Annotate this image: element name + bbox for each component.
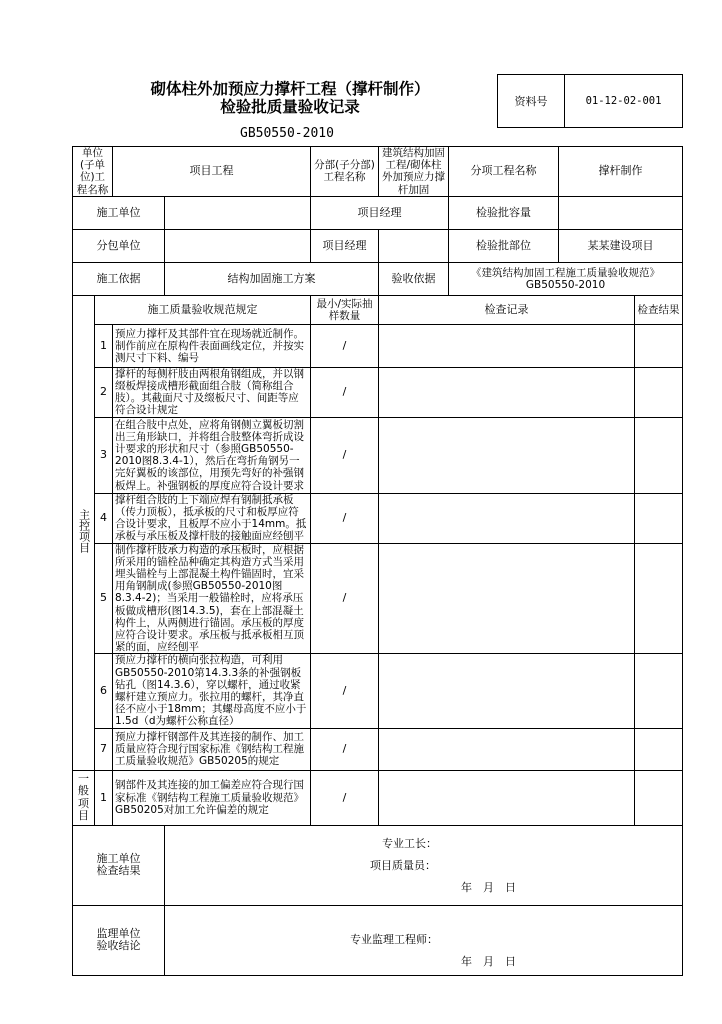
main-item-1-record[interactable] bbox=[379, 324, 635, 367]
main-control-label-text: 主控项目 bbox=[77, 509, 91, 554]
document-id-box bbox=[497, 74, 683, 128]
batch-capacity-label: 检验批容量 bbox=[449, 196, 559, 229]
batch-capacity-value[interactable] bbox=[559, 196, 683, 229]
batch-location-value[interactable]: 某某建设项目 bbox=[559, 229, 683, 262]
main-item-6-record[interactable] bbox=[379, 654, 635, 728]
construction-basis-value[interactable]: 结构加固施工方案 bbox=[165, 262, 379, 295]
main-item-2-text: 撑杆的每侧杆肢由两根角钢组成，并以钢缀板焊接成槽形截面组合肢（简称组合肢）。其截面尺寸及缀板尺寸、间距等应符合设计规定 bbox=[113, 367, 311, 417]
division-name-value[interactable]: 建筑结构加固工程/砌体柱外加预应力撑杆加固 bbox=[379, 147, 449, 197]
main-item-7-text: 预应力撑杆钢部件及其连接的制作、加工质量应符合现行国家标准《钢结构工程施工质量验收规范》GB50205的规定 bbox=[113, 728, 311, 770]
construction-basis-label: 施工依据 bbox=[73, 262, 165, 295]
document-title bbox=[100, 80, 480, 116]
main-item-4-result[interactable] bbox=[635, 493, 683, 543]
main-control-label bbox=[73, 295, 95, 770]
main-item-3-record[interactable] bbox=[379, 417, 635, 493]
main-item-7-no: 7 bbox=[95, 728, 113, 770]
main-item-2-no: 2 bbox=[95, 367, 113, 417]
main-item-6-no: 6 bbox=[95, 654, 113, 728]
general-item-1-sample[interactable]: / bbox=[311, 770, 379, 825]
construction-unit-label: 施工单位 bbox=[73, 196, 165, 229]
main-item-1-text: 预应力撑杆及其部件宜在现场就近制作。制作前应在原构件表面画线定位，并按实测尺寸下料、编号 bbox=[113, 324, 311, 367]
project-manager-2-label: 项目经理 bbox=[311, 229, 379, 262]
title-line-1: 砌体柱外加预应力撑杆工程（撑杆制作） bbox=[150, 80, 430, 98]
division-name-label: 分部(子分部)工程名称 bbox=[311, 147, 379, 197]
main-item-6-sample[interactable]: / bbox=[311, 654, 379, 728]
title-line-2: 检验批质量验收记录 bbox=[220, 98, 360, 116]
general-item-1-result[interactable] bbox=[635, 770, 683, 825]
main-item-5-result[interactable] bbox=[635, 543, 683, 654]
spec-header: 施工质量验收规范规定 bbox=[95, 295, 311, 324]
main-item-2-record[interactable] bbox=[379, 367, 635, 417]
main-item-2-result[interactable] bbox=[635, 367, 683, 417]
main-item-5-record[interactable] bbox=[379, 543, 635, 654]
quality-officer-label: 项目质量员： bbox=[370, 858, 437, 872]
general-items-label bbox=[73, 770, 95, 825]
project-manager-label: 项目经理 bbox=[311, 196, 449, 229]
main-item-1-sample[interactable]: / bbox=[311, 324, 379, 367]
acceptance-basis-value[interactable]: 《建筑结构加固工程施工质量验收规范》GB50550-2010 bbox=[449, 262, 683, 295]
supervisor-label: 专业监理工程师： bbox=[350, 932, 439, 946]
main-item-4-record[interactable] bbox=[379, 493, 635, 543]
project-manager-2-value[interactable] bbox=[379, 229, 449, 262]
construction-date: 年 月 日 bbox=[461, 880, 517, 894]
main-item-4-no: 4 bbox=[95, 493, 113, 543]
supervision-conclusion-label: 监理单位验收结论 bbox=[73, 905, 165, 975]
main-item-6-result[interactable] bbox=[635, 654, 683, 728]
result-header: 检查结果 bbox=[635, 295, 683, 324]
foreman-label: 专业工长： bbox=[382, 836, 438, 850]
document-id-value: 01-12-02-001 bbox=[585, 95, 662, 107]
general-item-1-no: 1 bbox=[95, 770, 113, 825]
general-items-label-text: 一般项目 bbox=[78, 772, 89, 822]
main-item-5-sample[interactable]: / bbox=[311, 543, 379, 654]
general-item-1-text: 钢部件及其连接的加工偏差应符合现行国家标准《钢结构工程施工质量验收规范》GB50205对加工允许偏差的规定 bbox=[113, 770, 311, 825]
acceptance-basis-label: 验收依据 bbox=[379, 262, 449, 295]
document-id-label: 资料号 bbox=[498, 75, 565, 127]
supervision-conclusion-area[interactable] bbox=[165, 905, 683, 975]
main-item-5-text: 制作撑杆肢承力构造的承压板时，应根据所采用的锚栓品种确定其构造方式当采用埋头锚栓与上部混凝土构件锚固时，宜采用角钢制成(参照GB50550-2010图8.3.4-2)；当采用一般锚栓时，应将承压板做成槽形(图14.3.5)，套在上部混凝土构件上，从两侧进行锚固。承压板的厚度应符合设计要求。承压板与抵承板相互顶紧的面，应经刨平 bbox=[113, 543, 311, 654]
main-item-7-record[interactable] bbox=[379, 728, 635, 770]
main-item-3-no: 3 bbox=[95, 417, 113, 493]
general-item-1-record[interactable] bbox=[379, 770, 635, 825]
sample-header: 最小/实际抽样数量 bbox=[311, 295, 379, 324]
supervision-date: 年 月 日 bbox=[461, 954, 517, 968]
main-item-7-result[interactable] bbox=[635, 728, 683, 770]
main-item-7-sample[interactable]: / bbox=[311, 728, 379, 770]
main-item-3-result[interactable] bbox=[635, 417, 683, 493]
record-header: 检查记录 bbox=[379, 295, 635, 324]
main-item-3-text: 在组合肢中点处，应将角钢侧立翼板切割出三角形缺口，并将组合肢整体弯折成设计要求的形状和尺寸（参照GB50550-2010图8.3.4-1），然后在弯折角钢另一完好翼板的该部位，用预先弯好的补强钢板焊上。补强钢板的厚度应符合设计要求 bbox=[113, 417, 311, 493]
standard-code: GB50550-2010 bbox=[240, 126, 334, 141]
subitem-name-value[interactable]: 撑杆制作 bbox=[559, 147, 683, 197]
subitem-name-label: 分项工程名称 bbox=[449, 147, 559, 197]
main-item-6-text: 预应力撑杆的横向张拉构造，可利用GB50550-2010第14.3.3条的补强钢板钻孔（图14.3.6），穿以螺杆，通过收紧螺杆建立预应力。张拉用的螺杆，其净直径不应小于18mm；其螺母高度不应小于1.5d（d为螺杆公称直径） bbox=[113, 654, 311, 728]
main-item-4-text: 撑杆组合肢的上下端应焊有钢制抵承板（传力顶板），抵承板的尺寸和板厚应符合设计要求，且板厚不应小于14mm。抵承板与承压板及撑杆肢的接触面应经刨平 bbox=[113, 493, 311, 543]
main-item-3-sample[interactable]: / bbox=[311, 417, 379, 493]
main-item-1-no: 1 bbox=[95, 324, 113, 367]
subcontract-unit-value[interactable] bbox=[165, 229, 311, 262]
main-item-1-result[interactable] bbox=[635, 324, 683, 367]
main-item-4-sample[interactable]: / bbox=[311, 493, 379, 543]
main-item-2-sample[interactable]: / bbox=[311, 367, 379, 417]
construction-unit-value[interactable] bbox=[165, 196, 311, 229]
construction-check-area[interactable] bbox=[165, 825, 683, 905]
unit-name-label: 单位(子单位)工程名称 bbox=[73, 147, 113, 197]
main-item-5-no: 5 bbox=[95, 543, 113, 654]
subcontract-unit-label: 分包单位 bbox=[73, 229, 165, 262]
construction-check-label: 施工单位检查结果 bbox=[73, 825, 165, 905]
unit-name-value[interactable]: 项目工程 bbox=[113, 147, 311, 197]
batch-location-label: 检验批部位 bbox=[449, 229, 559, 262]
inspection-table bbox=[72, 146, 683, 976]
